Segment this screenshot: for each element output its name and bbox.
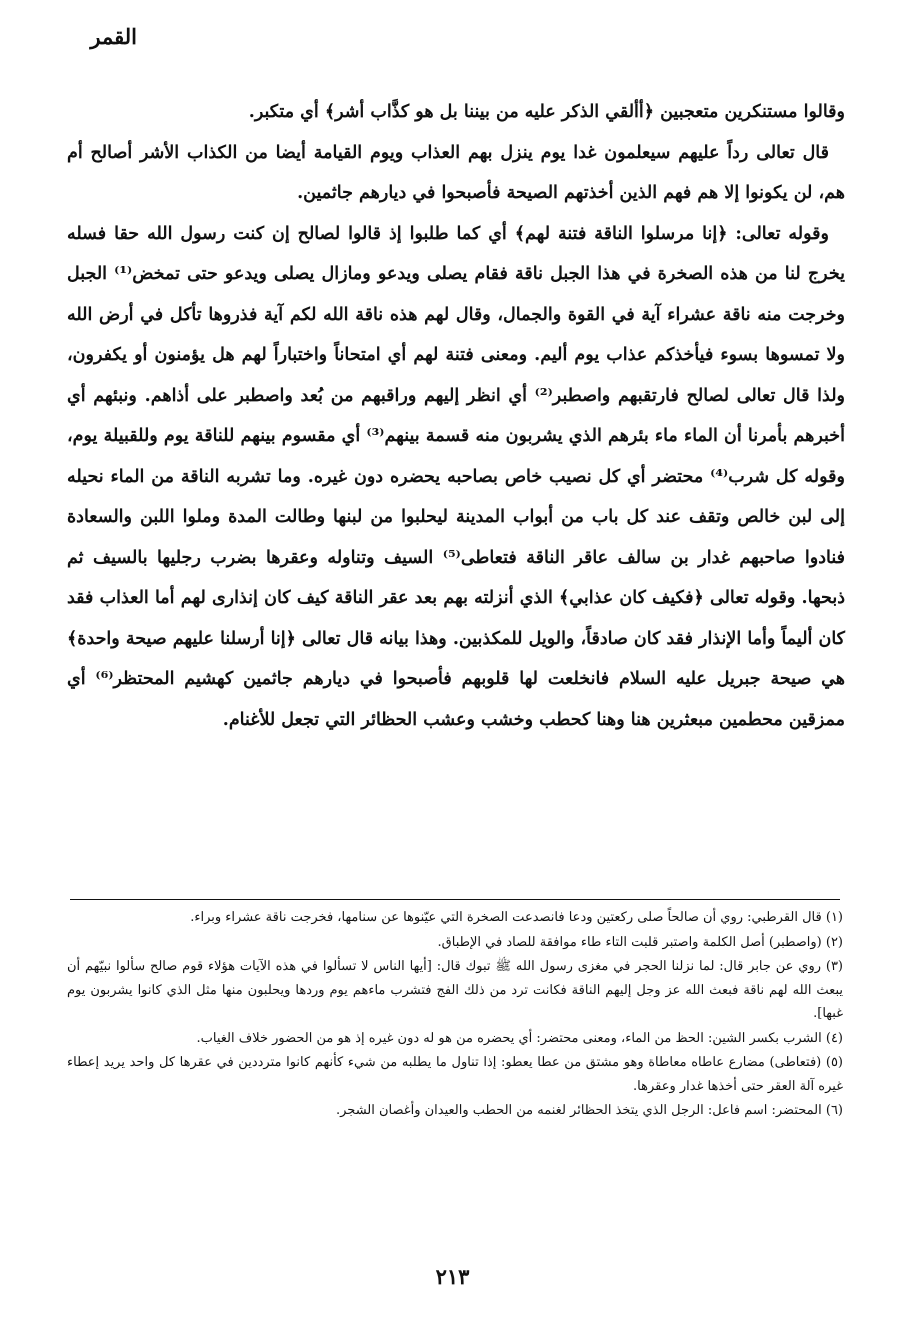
footnote: (٥) (فتعاطى) مضارع عاطاه معاطاة وهو مشتق من عطا يعطو: إذا تناول ما يطلبه من شيء كأنهم كانوا مترددين في عقرها كل واحد يريد إعطاء غيره آلة العقر حتى أخذها غدار وعقرها. <box>67 1055 843 1094</box>
footnote: (٦) المحتضر: اسم فاعل: الرجل الذي يتخذ الحظائر لغنمه من الحطب والعيدان وأغصان الشجر. <box>336 1103 843 1118</box>
page-number: ٢١٣ <box>435 1264 470 1289</box>
footnote: (٣) روي عن جابر قال: لما نزلنا الحجر في مغزى رسول الله ﷺ تبوك قال: [أيها الناس لا تسألوا في هذه الآيات هؤلاء قوم صالح سألوا نبيّهم أن يبعث الله لهم ناقة فبعث الله عز وجل إليهم الناقة فكانت ترد من ذلك الفج فتشرب ماءهم يوم وردها ويحلبون منها مثل الذي كانوا يشربون يوم غبها]. <box>67 959 843 1021</box>
footnote-divider <box>70 899 840 900</box>
footnote: (١) قال القرطبي: روي أن صالحاً صلى ركعتين ودعا فانصدعت الصخرة التي عيّنوها عن سنامها، فخرجت ناقة عشراء وبراء. <box>190 910 843 925</box>
footnotes <box>67 906 843 1124</box>
paragraph: وقوله تعالى: ﴿إنا مرسلوا الناقة فتنة لهم﴾ أي كما طلبوا إذ قالوا لصالح إن كنت رسول الله حقا فسله يخرج لنا من هذه الصخرة في هذا الجبل ناقة فقام يصلى ويدعو ومازال يصلى ويدعو حتى تمخض⁽¹⁾ الجبل وخرجت منه ناقة عشراء آية في القوة والجمال، وقال لهم هذه ناقة الله لكم آية فذروها تأكل في أرض الله ولا تمسوها بسوء فيأخذكم عذاب يوم أليم. ومعنى فتنة لهم أي امتحاناً واختباراً لهم هل يؤمنون أو يكفرون، ولذا قال تعالى لصالح فارتقبهم واصطبر⁽²⁾ أي انظر إليهم وراقبهم من بُعد واصطبر على أذاهم. ونبئهم أي أخبرهم بأمرنا أن الماء ماء بئرهم الذي يشربون منه قسمة بينهم⁽³⁾ أي مقسوم بينهم للناقة يوم وللقبيلة يوم، وقوله كل شرب⁽⁴⁾ محتضر أي كل نصيب خاص بصاحبه يحضره دون غيره. وما تشربه الناقة من الماء نحيله إلى لبن خالص وتقف عند كل باب من أبواب المدينة ليحلبوا من لبنها وطالت المدة وملوا اللبن والسعادة فنادوا صاحبهم غدار بن سالف عاقر الناقة فتعاطى⁽⁵⁾ السيف وتناوله وعقرها بضرب رجليها بالسيف ثم ذبحها. وقوله تعالى ﴿فكيف كان عذابي﴾ الذي أنزلته بهم بعد عقر الناقة كيف كان إنذارى لهم أما العذاب فقد كان أليماً وأما الإنذار فقد كان صادقاً، والويل للمكذبين. وهذا بيانه قال تعالى ﴿إنا أرسلنا عليهم صيحة واحدة﴾ هي صيحة جبريل عليه السلام فانخلعت لها قلوبهم فأصبحوا في ديارهم جاثمين كهشيم المحتظر⁽⁶⁾ أي ممزقين محطمين مبعثرين هنا وهنا كحطب وخشب وعشب الحظائر التي تجعل للأغنام. <box>67 223 846 730</box>
running-header: القمر <box>90 24 137 49</box>
paragraph: قال تعالى رداً عليهم سيعلمون غدا يوم ينزل بهم العذاب ويوم القيامة أيضا من الكذاب الأشر أصالح أم هم، لن يكونوا إلا هم فهم الذين أخذتهم الصيحة فأصبحوا في ديارهم جاثمين. <box>67 142 845 203</box>
footnote: (٤) الشرب بكسر الشين: الحظ من الماء، ومعنى محتضر: أي يحضره من هو له دون غيره إذ هو من الحضور خلاف الغياب. <box>196 1030 843 1046</box>
paragraph: وقالوا مستنكرين متعجبين ﴿أألقي الذكر عليه من بيننا بل هو كذَّاب أشر﴾ أي متكبر. <box>248 102 845 122</box>
footnote: (٢) (واصطبر) أصل الكلمة واصتبر قلبت التاء طاء موافقة للصاد في الإطباق. <box>437 934 843 950</box>
main-text <box>67 92 845 740</box>
